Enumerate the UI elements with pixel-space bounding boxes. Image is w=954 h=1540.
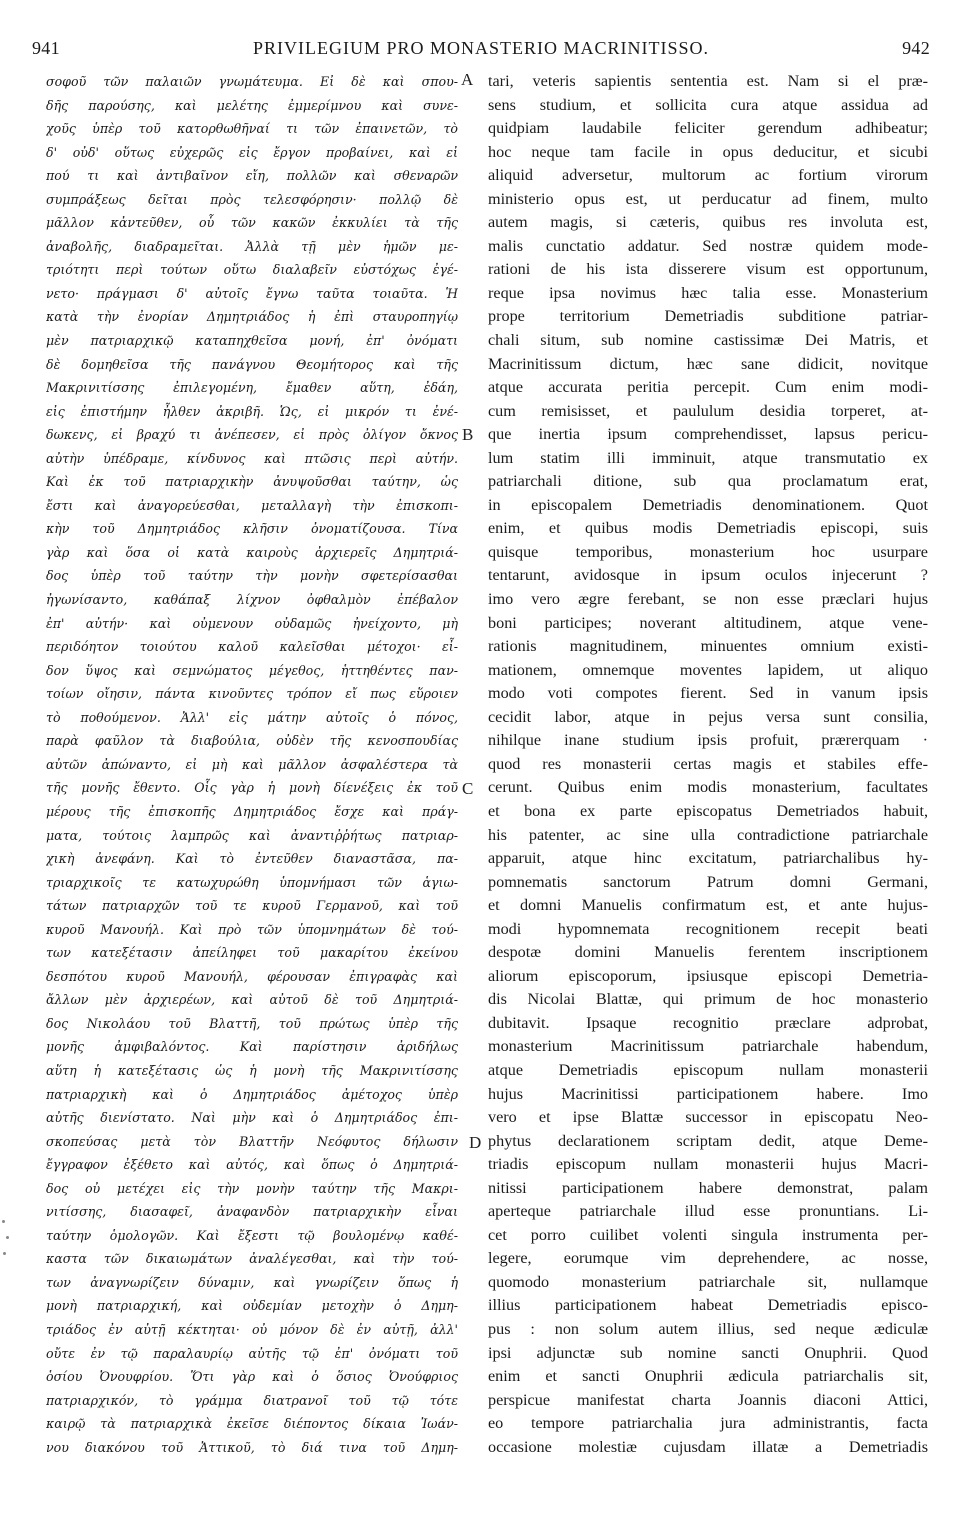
greek-text-line: εἰς ἐπιστήμην ἦλθεν ἀκριβῆ. Ὡς, εἰ μικρόν τι ἐνέ- — [46, 403, 458, 419]
latin-text-line: in episcopalem Demetriadis denominationem. Quot — [488, 495, 928, 514]
latin-text-line: aliorum episcoporum, ipsiusque episcopi Demetria- — [488, 966, 928, 985]
greek-text-line: κυροῦ Μανουήλ. Καὶ πρὸ τῶν ὑπομνημάτων δὲ τού- — [46, 921, 458, 937]
latin-text-line: atque accurata peritia percepit. Cum enim modi- — [488, 378, 928, 397]
latin-text-line: prope territorium Demetriadis subditione patriar- — [488, 307, 928, 326]
greek-text-line: ἔστι καὶ ἀναγορεύεσθαι, μεταλλαγὴ τὴν ἐπισκοπι- — [46, 497, 458, 513]
greek-text-line: δον ὕψος καὶ σεμνώματος μέγεθος, ἡττηθέντες παν- — [46, 662, 458, 678]
latin-text-line: autem magis, si cæteris, quibus res involuta est, — [488, 213, 928, 232]
scan-speck — [2, 1220, 5, 1223]
right-page-number: 942 — [902, 38, 930, 58]
latin-text-line: et domni Manuelis confirmatum est, et ante hujus- — [488, 896, 928, 915]
latin-text-line: lum statim illi imminuit, atque transmutatio ex — [488, 448, 928, 467]
greek-text-line: χοῦς ὑπὲρ τοῦ κατορθωθῆναί τι τῶν ἐπαινετῶν, τὸ — [46, 121, 458, 137]
greek-text-line: αὕτη ἡ κατεξέτασις ὡς ἡ μονὴ τῆς Μακρινιτίσσης — [46, 1062, 458, 1078]
greek-text-line: πού τι καὶ ἀντιβαῖνον εἴη, πολλῶν καὶ σθεναρῶν — [46, 168, 458, 184]
latin-text-line: et bona ex parte episcopatus Demetriados habuit, — [488, 801, 928, 820]
latin-text-line: nitissi participationem habere demonstrat, palam — [488, 1178, 928, 1197]
greek-text-line: δὲ δομηθεῖσα τῆς πανάγνου Θεομήτορος καὶ τῆς — [46, 356, 458, 372]
latin-text-line: quisque temporibus, monasterium hoc usurpare — [488, 542, 928, 561]
latin-text-line: aliquid adversetur, multorum ac fortium virorum — [488, 166, 928, 185]
greek-text-line: αὐτὴν ὑπέδραμε, κίνδυνος καὶ πτῶσις περὶ αὐτήν. — [46, 450, 458, 466]
latin-text-line: illius participationem habeat Demetriadis episco- — [488, 1296, 928, 1315]
greek-text-line: τριαρχικοῖς τε κατωχυρώθη ὑπομνήμασι τῶν ἁγιω- — [46, 874, 458, 890]
greek-text-line: τοίων οἴησιν, πάντα κινοῦντες τρόπον εἴ πως εὕροιεν — [46, 686, 458, 702]
greek-text-line: περιδόητον τοιούτου καλοῦ καλεῖσθαι μέτοχοι· εἶ- — [46, 639, 458, 655]
greek-text-line: Μακρινιτίσσης ἐπιλεγομένη, ἔμαθεν αὕτη, ἐδάη, — [46, 380, 458, 396]
latin-text-line: rationi de his ista disserere visum est opportunum, — [488, 260, 928, 279]
greek-text-line: νετο· πράγμασι δ' αὐτοῖς ἔγνω ταῦτα τοιαῦτα. Ἡ — [46, 285, 458, 301]
latin-text-line: enim et sancti Onuphrii ædicula patriarchalis sit, — [488, 1367, 928, 1386]
latin-text-line: que inertia ipsum comprehendisset, lapsus pericu- — [488, 425, 928, 444]
latin-text-line: malis cunctatio addatur. Sed nostræ quidem mode- — [488, 236, 928, 255]
latin-text-column — [488, 70, 928, 1459]
latin-text-line: pus : non solum autem illius, sed neque ædiculæ — [488, 1319, 928, 1338]
greek-text-line: παρὰ φαῦλον τὰ διαβούλια, οὐδὲν τῆς κενοσπουδίας — [46, 733, 458, 749]
greek-text-column — [46, 70, 458, 1459]
latin-text-line: eo tempore patriarchalia jura administrantis, facta — [488, 1414, 928, 1433]
latin-text-line: dis Nicolai Blattæ, qui primum de hoc monasterio — [488, 990, 928, 1009]
latin-text-line: quidpiam laudabile feliciter gerendum adhibeatur; — [488, 119, 928, 138]
latin-text-line: enim, et quibus modis Demetriadis episcopi, suis — [488, 519, 928, 538]
latin-text-line: vero et ipse Blattæ successor in episcopatu Neo- — [488, 1108, 928, 1127]
latin-text-line: nihilque inane studium ipsis profuit, prærerquam · — [488, 731, 928, 750]
latin-text-line: cum remisisset, et paululum desidia torperet, at- — [488, 401, 928, 420]
greek-text-line: αὐτῶν ἀπώναντο, εἰ μὴ καὶ μᾶλλον ἀσφαλέστερα τὰ — [46, 756, 458, 772]
greek-text-line: κὴν τοῦ Δημητριάδος κλῆσιν ὀνοματίζουσα. Τίνα — [46, 521, 458, 537]
greek-text-line: συμπράξεως δεῖται πρὸς τελεσφόρησιν· πολλῷ δὲ — [46, 191, 458, 207]
greek-text-line: αὐτῆς διενίστατο. Ναὶ μὴν καὶ ὁ Δημητριάδος ἐπι- — [46, 1110, 458, 1126]
latin-text-line: reque ipsa novimus hæc talia esse. Monasterium — [488, 283, 928, 302]
latin-text-line: mationem, omnemque moventes lapidem, ut aliquo — [488, 660, 928, 679]
latin-text-line: dubitavit. Ipsaque recognitio præclare adprobat, — [488, 1013, 928, 1032]
greek-text-line: των κατεξέτασιν ἀπείληφει τοῦ μακαρίτου ἐκείνου — [46, 945, 458, 961]
greek-text-line: τριάδος ἐν αὐτῇ κέκτηται· οὐ μόνον δὲ ἐν αὐτῇ, ἀλλ' — [46, 1321, 458, 1337]
greek-text-line: δεσπότου κυροῦ Μανουήλ, φέρουσαν ἐπιγραφὰς καὶ — [46, 968, 458, 984]
latin-text-line: triadis episcopum nullam monasterii hujus Macri- — [488, 1155, 928, 1174]
greek-text-line: γὰρ καὶ ὅσα οἱ κατὰ καιροὺς ἀρχιερεῖς Δημητριά- — [46, 544, 458, 560]
latin-text-line: patriarchali ditione, sub qua proclamatum erat, — [488, 472, 928, 491]
greek-text-line: νιτίσσης, διασαφεῖ, ἀναφανδὸν πατριαρχικὴν εἶναι — [46, 1204, 458, 1220]
greek-text-line: νου διακόνου τοῦ Ἀττικοῦ, τὸ διά τινα τοῦ Δημη- — [46, 1439, 458, 1455]
latin-text-line: modi hypomnemata recognitionem recepit beati — [488, 919, 928, 938]
greek-text-line: ἠγωνίσαντο, καθάπαξ λίχνον ὀφθαλμὸν ἐπέβαλον — [46, 592, 458, 608]
greek-text-line: μᾶλλον κἀντεῦθεν, οὗ τῶν κακῶν ἐκκυλίει τὰ τῆς — [46, 215, 458, 231]
greek-text-line: τῆς μονῆς ἔθεντο. Οἷς γὰρ ἡ μονὴ δίενέξεις ἐκ τοῦ — [46, 780, 458, 796]
greek-text-line: τάτων πατριαρχῶν τοῦ τε κυροῦ Γερμανοῦ, καὶ τοῦ — [46, 898, 458, 914]
latin-text-line: occasione molestiæ cujusdam illatæ a Demetriadis — [488, 1437, 928, 1456]
greek-text-line: κατὰ τὴν ἐνορίαν Δημητριάδος ἡ ἐπὶ σταυροπηγίῳ — [46, 309, 458, 325]
greek-text-line: δος ὑπὲρ τοῦ ταύτην τὴν μονὴν σφετερίσασθαι — [46, 568, 458, 584]
scan-speck — [6, 1236, 9, 1239]
greek-text-line: δωκενς, εἰ βραχύ τι ἀνέπεσεν, εἰ πρὸς ὀλίγον ὄκνος — [46, 427, 458, 443]
greek-text-line: των ἀναγνωρίζειν δύναμιν, καὶ γνωρίζειν ὅπως ἡ — [46, 1274, 458, 1290]
latin-text-line: ipsi adjunctæ sub nomine sancti Onuphrii. Quod — [488, 1343, 928, 1362]
greek-text-line: ἀναβολῆς, διαδραμεῖται. Ἀλλὰ τῇ μὲν ἡμῶν με- — [46, 238, 458, 254]
latin-text-line: tentarunt, avidosque in ipsum oculos injecerunt ? — [488, 566, 928, 585]
latin-text-line: sens studium, et sollicita cura atque assidua ad — [488, 95, 928, 114]
scan-speck — [3, 1252, 6, 1255]
latin-text-line: hujus Macrinitissi participationem habere. Imo — [488, 1084, 928, 1103]
section-marker-d: D — [469, 1133, 482, 1152]
latin-text-line: aperteque patriarchale illud esse pronuntians. Li- — [488, 1202, 928, 1221]
greek-text-line: μέρους τῆς ἐπισκοπῆς Δημητριάδος ἔσχε καὶ πράγ- — [46, 803, 458, 819]
greek-text-line: οὔτε ἐν τῷ παραλαυρίῳ αὐτῆς τῷ ἐπ' ὀνόματι τοῦ — [46, 1345, 458, 1361]
latin-text-line: his patenter, ac sine ulla contradictione patriarchale — [488, 825, 928, 844]
greek-text-line: μονῆς ἀμφιβαλόντος. Καὶ παρίστησιν ἀριδήλως — [46, 1039, 458, 1055]
greek-text-line: πατριαρχικὴ καὶ ὁ Δημητριάδος ἀμέτοχος ὑπὲρ — [46, 1086, 458, 1102]
latin-text-line: cet porro cuilibet volenti singula instrumenta per- — [488, 1225, 928, 1244]
page-header — [32, 20, 930, 64]
latin-text-line: Macrinitissum dictum, hæc sane didicit, novitque — [488, 354, 928, 373]
latin-text-line: apparuit, atque hinc excitatum, patriarchalibus hy- — [488, 849, 928, 868]
greek-text-line: τριότητι περὶ τούτων οὕτω διαλαβεῖν εὐστόχως ἐγέ- — [46, 262, 458, 278]
latin-text-line: pomnematis sanctorum Patrum domni Germani, — [488, 872, 928, 891]
left-page-number: 941 — [32, 38, 60, 58]
greek-text-line: καιρῷ τὰ πατριαρχικὰ ἐκεῖσε διέποντος δίκαια Ἰωάν- — [46, 1416, 458, 1432]
latin-text-line: rationis magnitudinem, minuentes omnium existi- — [488, 637, 928, 656]
latin-text-line: tari, veteris sapientis sententia est. Nam si el præ- — [488, 72, 928, 90]
greek-text-line: σκοπεύσας μετὰ τὸν Βλαττῆν Νεόφυτος δήλωσιν — [46, 1133, 458, 1149]
greek-text-line: καστα τῶν δικαιωμάτων ἀναλέγεσθαι, καὶ τὴν τού- — [46, 1251, 458, 1267]
section-marker-b: B — [462, 425, 474, 444]
greek-text-line: ἐπ' αὐτήν· καὶ οὐμενουν οὐδαμῶς ἠνείχοντο, μὴ — [46, 615, 458, 631]
section-marker-a: A — [461, 70, 474, 89]
greek-text-line: μονὴ πατριαρχική, καὶ οὐδεμίαν μετοχὴν ὁ Δημη- — [46, 1298, 458, 1314]
latin-text-line: quod res monasterii certas magis et stabiles effe- — [488, 754, 928, 773]
greek-text-line: ἄλλων μὲν ἀρχιερέων, καὶ αὐτοῦ δὲ τοῦ Δημητριά- — [46, 992, 458, 1008]
running-title: PRIVILEGIUM PRO MONASTERIO MACRINITISSO. — [252, 38, 710, 58]
latin-text-line: chali situm, sub nomine castissimæ Dei Matris, et — [488, 331, 928, 350]
greek-text-line: σοφοῦ τῶν παλαιῶν γνωμάτευμα. Εἰ δὲ καὶ σπου- — [46, 74, 458, 89]
latin-text-line: despotæ domini Manuelis ferentem inscriptionem — [488, 943, 928, 962]
greek-text-line: χικὴ ἀνεφάνη. Καὶ τὸ ἐντεῦθεν διαναστᾶσα, πα- — [46, 851, 458, 867]
latin-text-line: monasterium Macrinitissum patriarchale habendum, — [488, 1037, 928, 1056]
latin-text-line: perspicue manifestat charta Joannis diaconi Attici, — [488, 1390, 928, 1409]
latin-text-line: ministerio opus est, ut perducatur ad finem, multo — [488, 189, 928, 208]
latin-text-line: phytus declarationem scriptam dedit, atque Deme- — [488, 1131, 928, 1150]
greek-text-line: τὸ ποθούμενον. Ἀλλ' εἰς μάτην αὐτοῖς ὁ πόνος, — [46, 709, 458, 725]
section-marker-c: C — [462, 779, 474, 798]
latin-text-line: boni participes; noverant altitudinem, atque vene- — [488, 613, 928, 632]
latin-text-line: hoc neque tam facile in opus deducitur, et sicubi — [488, 142, 928, 161]
greek-text-line: ταύτην ὁμολογῶν. Καὶ ἔξεστι τῷ βουλομένῳ καθέ- — [46, 1227, 458, 1243]
latin-text-line: imo vero ægre ferebant, se non esse præclari hujus — [488, 590, 928, 609]
greek-text-line: πατριαρχικόν, τὸ γράμμα διατρανοῖ τοῦ τῷ τότε — [46, 1392, 458, 1408]
latin-text-line: cecidit labor, atque in pejus versa sunt consilia, — [488, 707, 928, 726]
latin-text-line: quomodo monasterium patriarchale sit, nullamque — [488, 1272, 928, 1291]
greek-text-line: ἔγγραφον ἐξέθετο καὶ αὐτός, καὶ ὅπως ὁ Δημητριά- — [46, 1157, 458, 1173]
latin-text-line: atque Demetriadis episcopum nullam monasterii — [488, 1060, 928, 1079]
greek-text-line: μὲν πατριαρχικῷ καταπηχθεῖσα μονή, ἐπ' ὀνόματι — [46, 333, 458, 349]
latin-text-line: cerunt. Quibus enim modis monasterium, facultates — [488, 778, 928, 797]
greek-text-line: ματα, τούτοις λαμπρῶς καὶ ἀναντιῤῥήτως πατριαρ- — [46, 827, 458, 843]
latin-text-line: modo voti compotes fierent. Sed in vanum ipsis — [488, 684, 928, 703]
greek-text-line: δος οὐ μετέχει εἰς τὴν μονὴν ταύτην τῆς Μακρι- — [46, 1180, 458, 1196]
greek-text-line: δ' οὐδ' οὕτως εὐχερῶς εἰς ἔργον προβαίνει, καὶ εἰ — [46, 144, 458, 160]
greek-text-line: δος Νικολάου τοῦ Βλαττῆ, τοῦ πρώτως ὑπὲρ τῆς — [46, 1015, 458, 1031]
greek-text-line: Καὶ ἐκ τοῦ πατριαρχικὴν ἀνυψοῦσθαι ταύτην, ὡς — [46, 474, 458, 490]
greek-text-line: δῆς παρούσης, καὶ μελέτης ἐμμερίμνου καὶ συνε- — [46, 97, 458, 113]
greek-text-line: ὁσίου Ὀνουφρίου. Ὅτι γὰρ καὶ ὁ ὅσιος Ὀνούφριος — [46, 1369, 458, 1385]
latin-text-line: legere, eorumque vim deprehendere, ac nosse, — [488, 1249, 928, 1268]
